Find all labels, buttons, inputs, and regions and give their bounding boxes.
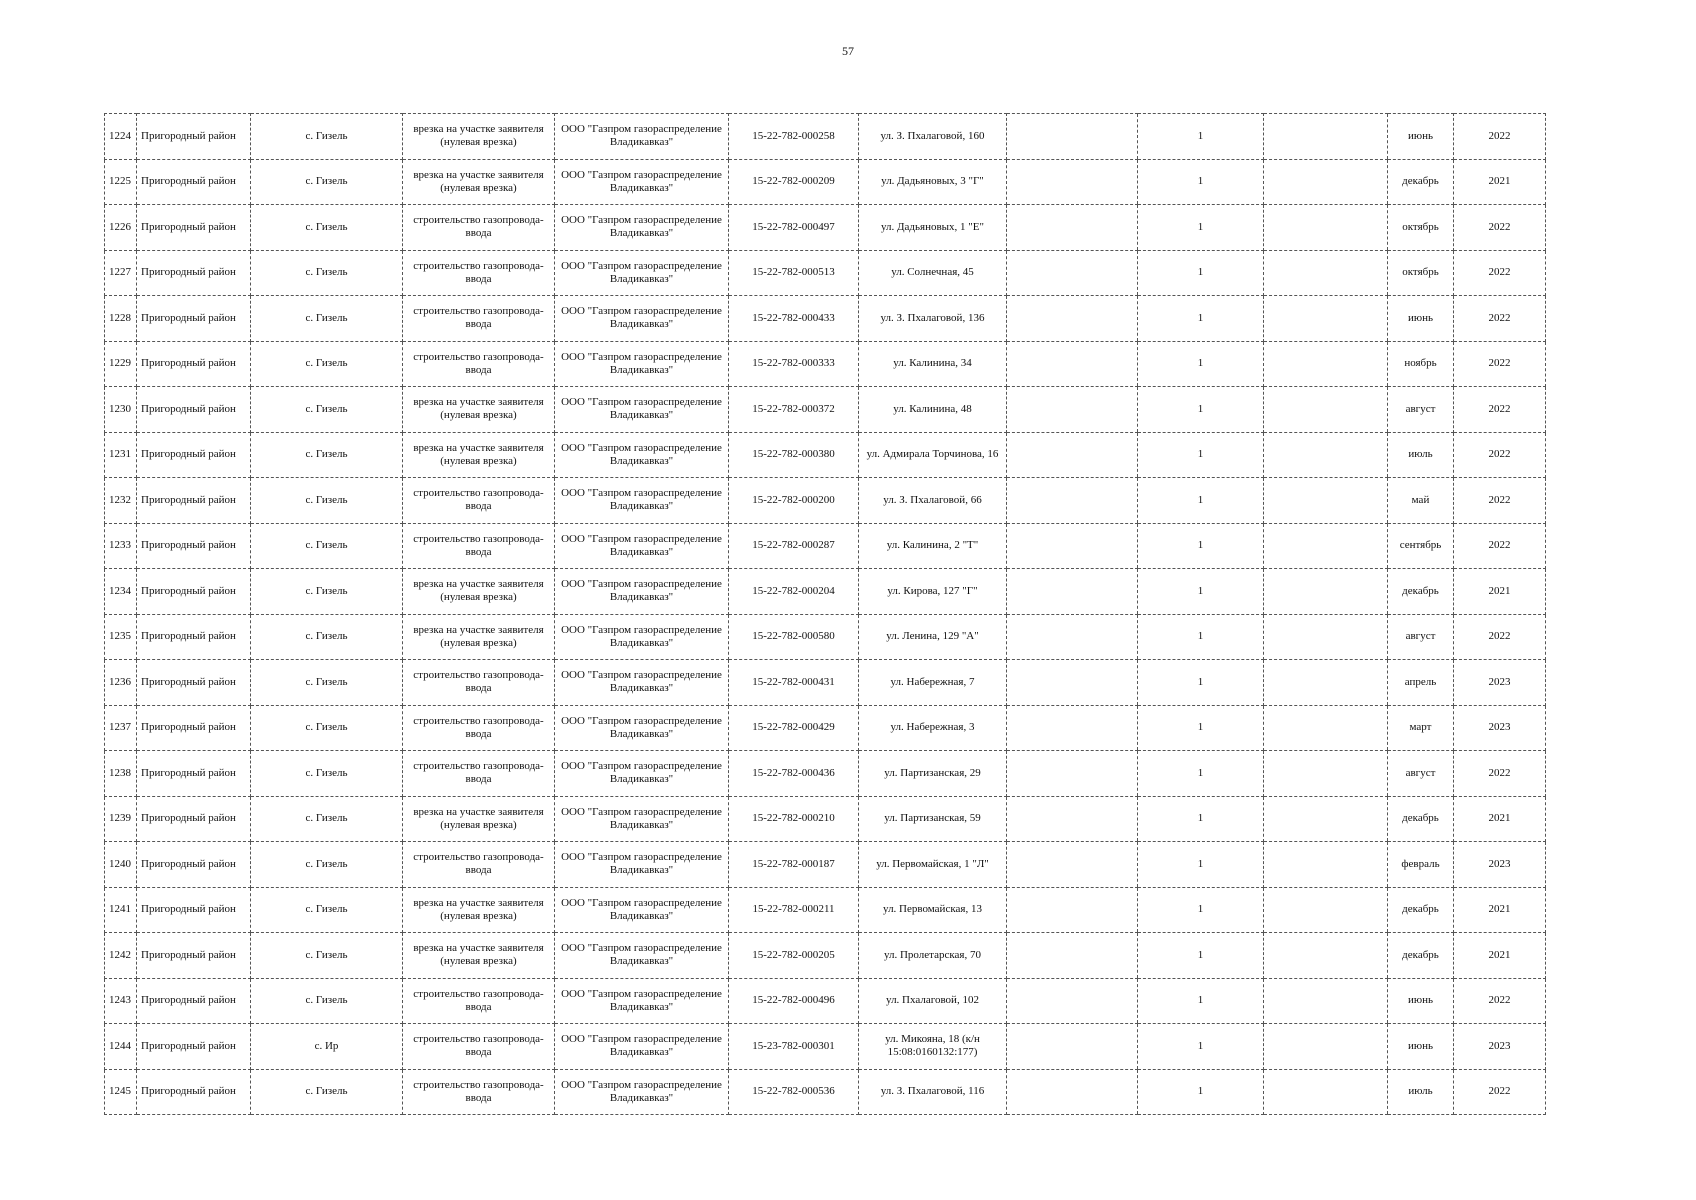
empty-cell <box>1007 660 1138 706</box>
row-number: 1237 <box>105 705 137 751</box>
year-cell: 2022 <box>1454 978 1546 1024</box>
count-cell: 1 <box>1138 796 1264 842</box>
table-row <box>105 250 1546 296</box>
empty-cell <box>1007 387 1138 433</box>
row-number: 1233 <box>105 523 137 569</box>
empty-cell <box>1007 887 1138 933</box>
organization-cell: ООО "Газпром газораспределение Владикавказ" <box>555 432 729 478</box>
work-type-cell: врезка на участке заявителя (нулевая врезка) <box>403 796 555 842</box>
row-number: 1241 <box>105 887 137 933</box>
empty-cell <box>1007 159 1138 205</box>
settlement-cell: с. Гизель <box>251 296 403 342</box>
address-cell: ул. Первомайская, 13 <box>859 887 1007 933</box>
organization-cell: ООО "Газпром газораспределение Владикавказ" <box>555 842 729 888</box>
month-cell: март <box>1388 705 1454 751</box>
organization-cell: ООО "Газпром газораспределение Владикавказ" <box>555 569 729 615</box>
request-number-cell: 15-22-782-000287 <box>729 523 859 569</box>
organization-cell: ООО "Газпром газораспределение Владикавказ" <box>555 796 729 842</box>
address-cell: ул. Кирова, 127 "Г" <box>859 569 1007 615</box>
district-cell: Пригородный район <box>137 296 251 342</box>
row-number: 1226 <box>105 205 137 251</box>
empty-cell <box>1007 569 1138 615</box>
empty-cell <box>1264 387 1388 433</box>
table-row <box>105 387 1546 433</box>
district-cell: Пригородный район <box>137 978 251 1024</box>
settlement-cell: с. Гизель <box>251 751 403 797</box>
request-number-cell: 15-22-782-000497 <box>729 205 859 251</box>
month-cell: октябрь <box>1388 250 1454 296</box>
work-type-cell: строительство газопровода-ввода <box>403 660 555 706</box>
year-cell: 2021 <box>1454 569 1546 615</box>
organization-cell: ООО "Газпром газораспределение Владикавказ" <box>555 523 729 569</box>
month-cell: апрель <box>1388 660 1454 706</box>
row-number: 1224 <box>105 114 137 160</box>
address-cell: ул. З. Пхалаговой, 160 <box>859 114 1007 160</box>
row-number: 1228 <box>105 296 137 342</box>
district-cell: Пригородный район <box>137 796 251 842</box>
year-cell: 2022 <box>1454 751 1546 797</box>
address-cell: ул. Калинина, 2 "Т" <box>859 523 1007 569</box>
empty-cell <box>1264 614 1388 660</box>
settlement-cell: с. Гизель <box>251 205 403 251</box>
district-cell: Пригородный район <box>137 751 251 797</box>
year-cell: 2022 <box>1454 1069 1546 1115</box>
row-number: 1234 <box>105 569 137 615</box>
address-cell: ул. Набережная, 3 <box>859 705 1007 751</box>
empty-cell <box>1264 523 1388 569</box>
table-row <box>105 205 1546 251</box>
settlement-cell: с. Гизель <box>251 796 403 842</box>
count-cell: 1 <box>1138 205 1264 251</box>
count-cell: 1 <box>1138 842 1264 888</box>
address-cell: ул. Пролетарская, 70 <box>859 933 1007 979</box>
year-cell: 2022 <box>1454 205 1546 251</box>
month-cell: декабрь <box>1388 887 1454 933</box>
empty-cell <box>1264 1024 1388 1070</box>
work-type-cell: строительство газопровода-ввода <box>403 205 555 251</box>
empty-cell <box>1264 250 1388 296</box>
settlement-cell: с. Гизель <box>251 887 403 933</box>
district-cell: Пригородный район <box>137 159 251 205</box>
empty-cell <box>1264 978 1388 1024</box>
district-cell: Пригородный район <box>137 205 251 251</box>
month-cell: август <box>1388 387 1454 433</box>
request-number-cell: 15-22-782-000580 <box>729 614 859 660</box>
address-cell: ул. Набережная, 7 <box>859 660 1007 706</box>
request-number-cell: 15-22-782-000380 <box>729 432 859 478</box>
month-cell: июль <box>1388 432 1454 478</box>
organization-cell: ООО "Газпром газораспределение Владикавказ" <box>555 933 729 979</box>
row-number: 1229 <box>105 341 137 387</box>
settlement-cell: с. Гизель <box>251 432 403 478</box>
table-row <box>105 933 1546 979</box>
count-cell: 1 <box>1138 250 1264 296</box>
empty-cell <box>1007 751 1138 797</box>
work-type-cell: врезка на участке заявителя (нулевая врезка) <box>403 159 555 205</box>
table-row <box>105 660 1546 706</box>
empty-cell <box>1007 1069 1138 1115</box>
address-cell: ул. З. Пхалаговой, 66 <box>859 478 1007 524</box>
row-number: 1238 <box>105 751 137 797</box>
request-number-cell: 15-22-782-000258 <box>729 114 859 160</box>
table-row <box>105 159 1546 205</box>
count-cell: 1 <box>1138 614 1264 660</box>
organization-cell: ООО "Газпром газораспределение Владикавказ" <box>555 296 729 342</box>
row-number: 1227 <box>105 250 137 296</box>
organization-cell: ООО "Газпром газораспределение Владикавказ" <box>555 250 729 296</box>
empty-cell <box>1264 887 1388 933</box>
year-cell: 2022 <box>1454 523 1546 569</box>
district-cell: Пригородный район <box>137 341 251 387</box>
table-row <box>105 569 1546 615</box>
empty-cell <box>1007 1024 1138 1070</box>
address-cell: ул. Солнечная, 45 <box>859 250 1007 296</box>
work-type-cell: строительство газопровода-ввода <box>403 478 555 524</box>
address-cell: ул. Первомайская, 1 "Л" <box>859 842 1007 888</box>
request-number-cell: 15-22-782-000436 <box>729 751 859 797</box>
work-type-cell: строительство газопровода-ввода <box>403 751 555 797</box>
row-number: 1230 <box>105 387 137 433</box>
table-row <box>105 614 1546 660</box>
empty-cell <box>1264 114 1388 160</box>
empty-cell <box>1007 250 1138 296</box>
count-cell: 1 <box>1138 523 1264 569</box>
row-number: 1225 <box>105 159 137 205</box>
district-cell: Пригородный район <box>137 387 251 433</box>
settlement-cell: с. Гизель <box>251 523 403 569</box>
district-cell: Пригородный район <box>137 523 251 569</box>
month-cell: август <box>1388 751 1454 797</box>
work-type-cell: строительство газопровода-ввода <box>403 705 555 751</box>
row-number: 1245 <box>105 1069 137 1115</box>
work-type-cell: строительство газопровода-ввода <box>403 1024 555 1070</box>
address-cell: ул. Микояна, 18 (к/н 15:08:0160132:177) <box>859 1024 1007 1070</box>
address-cell: ул. Дадьяновых, 1 "Е" <box>859 205 1007 251</box>
request-number-cell: 15-22-782-000209 <box>729 159 859 205</box>
empty-cell <box>1264 751 1388 797</box>
empty-cell <box>1007 296 1138 342</box>
request-number-cell: 15-22-782-000204 <box>729 569 859 615</box>
request-number-cell: 15-22-782-000513 <box>729 250 859 296</box>
month-cell: июль <box>1388 1069 1454 1115</box>
request-number-cell: 15-22-782-000536 <box>729 1069 859 1115</box>
month-cell: июнь <box>1388 296 1454 342</box>
count-cell: 1 <box>1138 114 1264 160</box>
count-cell: 1 <box>1138 569 1264 615</box>
district-cell: Пригородный район <box>137 933 251 979</box>
year-cell: 2022 <box>1454 114 1546 160</box>
address-cell: ул. Пхалаговой, 102 <box>859 978 1007 1024</box>
organization-cell: ООО "Газпром газораспределение Владикавказ" <box>555 478 729 524</box>
empty-cell <box>1007 978 1138 1024</box>
empty-cell <box>1007 842 1138 888</box>
month-cell: декабрь <box>1388 159 1454 205</box>
settlement-cell: с. Гизель <box>251 842 403 888</box>
empty-cell <box>1007 614 1138 660</box>
work-type-cell: строительство газопровода-ввода <box>403 1069 555 1115</box>
organization-cell: ООО "Газпром газораспределение Владикавказ" <box>555 1024 729 1070</box>
table-row <box>105 1069 1546 1115</box>
settlement-cell: с. Гизель <box>251 250 403 296</box>
request-number-cell: 15-22-782-000333 <box>729 341 859 387</box>
organization-cell: ООО "Газпром газораспределение Владикавказ" <box>555 387 729 433</box>
address-cell: ул. Адмирала Торчинова, 16 <box>859 432 1007 478</box>
empty-cell <box>1264 569 1388 615</box>
month-cell: декабрь <box>1388 569 1454 615</box>
organization-cell: ООО "Газпром газораспределение Владикавказ" <box>555 205 729 251</box>
table-row <box>105 705 1546 751</box>
settlement-cell: с. Гизель <box>251 478 403 524</box>
settlement-cell: с. Гизель <box>251 660 403 706</box>
work-type-cell: строительство газопровода-ввода <box>403 978 555 1024</box>
request-number-cell: 15-22-782-000187 <box>729 842 859 888</box>
empty-cell <box>1007 705 1138 751</box>
count-cell: 1 <box>1138 887 1264 933</box>
count-cell: 1 <box>1138 296 1264 342</box>
year-cell: 2021 <box>1454 159 1546 205</box>
year-cell: 2022 <box>1454 341 1546 387</box>
address-cell: ул. Калинина, 34 <box>859 341 1007 387</box>
settlement-cell: с. Гизель <box>251 705 403 751</box>
month-cell: май <box>1388 478 1454 524</box>
year-cell: 2023 <box>1454 705 1546 751</box>
request-number-cell: 15-23-782-000301 <box>729 1024 859 1070</box>
work-type-cell: строительство газопровода-ввода <box>403 296 555 342</box>
address-cell: ул. З. Пхалаговой, 116 <box>859 1069 1007 1115</box>
row-number: 1236 <box>105 660 137 706</box>
row-number: 1232 <box>105 478 137 524</box>
request-number-cell: 15-22-782-000200 <box>729 478 859 524</box>
address-cell: ул. Дадьяновых, 3 "Г" <box>859 159 1007 205</box>
row-number: 1244 <box>105 1024 137 1070</box>
work-type-cell: строительство газопровода-ввода <box>403 523 555 569</box>
request-number-cell: 15-22-782-000431 <box>729 660 859 706</box>
organization-cell: ООО "Газпром газораспределение Владикавказ" <box>555 1069 729 1115</box>
year-cell: 2023 <box>1454 842 1546 888</box>
empty-cell <box>1264 296 1388 342</box>
month-cell: октябрь <box>1388 205 1454 251</box>
empty-cell <box>1264 432 1388 478</box>
table-row <box>105 978 1546 1024</box>
request-number-cell: 15-22-782-000211 <box>729 887 859 933</box>
year-cell: 2021 <box>1454 796 1546 842</box>
count-cell: 1 <box>1138 159 1264 205</box>
table-body <box>105 114 1546 1115</box>
year-cell: 2022 <box>1454 296 1546 342</box>
request-number-cell: 15-22-782-000429 <box>729 705 859 751</box>
district-cell: Пригородный район <box>137 705 251 751</box>
month-cell: август <box>1388 614 1454 660</box>
settlement-cell: с. Гизель <box>251 387 403 433</box>
year-cell: 2021 <box>1454 887 1546 933</box>
settlement-cell: с. Гизель <box>251 933 403 979</box>
month-cell: июнь <box>1388 1024 1454 1070</box>
count-cell: 1 <box>1138 751 1264 797</box>
request-number-cell: 15-22-782-000496 <box>729 978 859 1024</box>
empty-cell <box>1264 933 1388 979</box>
table-row <box>105 296 1546 342</box>
count-cell: 1 <box>1138 978 1264 1024</box>
year-cell: 2021 <box>1454 933 1546 979</box>
year-cell: 2022 <box>1454 432 1546 478</box>
row-number: 1231 <box>105 432 137 478</box>
settlement-cell: с. Гизель <box>251 569 403 615</box>
organization-cell: ООО "Газпром газораспределение Владикавказ" <box>555 887 729 933</box>
address-cell: ул. З. Пхалаговой, 136 <box>859 296 1007 342</box>
row-number: 1240 <box>105 842 137 888</box>
organization-cell: ООО "Газпром газораспределение Владикавказ" <box>555 660 729 706</box>
address-cell: ул. Партизанская, 59 <box>859 796 1007 842</box>
empty-cell <box>1264 478 1388 524</box>
work-type-cell: врезка на участке заявителя (нулевая врезка) <box>403 614 555 660</box>
request-number-cell: 15-22-782-000372 <box>729 387 859 433</box>
count-cell: 1 <box>1138 705 1264 751</box>
table-row <box>105 796 1546 842</box>
request-number-cell: 15-22-782-000433 <box>729 296 859 342</box>
work-type-cell: строительство газопровода-ввода <box>403 250 555 296</box>
organization-cell: ООО "Газпром газораспределение Владикавказ" <box>555 114 729 160</box>
month-cell: февраль <box>1388 842 1454 888</box>
empty-cell <box>1007 523 1138 569</box>
empty-cell <box>1264 205 1388 251</box>
table-row <box>105 341 1546 387</box>
settlement-cell: с. Гизель <box>251 978 403 1024</box>
empty-cell <box>1007 432 1138 478</box>
settlement-cell: с. Гизель <box>251 114 403 160</box>
work-type-cell: врезка на участке заявителя (нулевая врезка) <box>403 387 555 433</box>
empty-cell <box>1264 159 1388 205</box>
district-cell: Пригородный район <box>137 887 251 933</box>
table-row <box>105 842 1546 888</box>
year-cell: 2022 <box>1454 250 1546 296</box>
year-cell: 2022 <box>1454 614 1546 660</box>
settlement-cell: с. Гизель <box>251 341 403 387</box>
count-cell: 1 <box>1138 933 1264 979</box>
work-type-cell: строительство газопровода-ввода <box>403 842 555 888</box>
table-row <box>105 523 1546 569</box>
organization-cell: ООО "Газпром газораспределение Владикавказ" <box>555 159 729 205</box>
month-cell: ноябрь <box>1388 341 1454 387</box>
empty-cell <box>1264 1069 1388 1115</box>
empty-cell <box>1007 933 1138 979</box>
organization-cell: ООО "Газпром газораспределение Владикавказ" <box>555 614 729 660</box>
request-number-cell: 15-22-782-000205 <box>729 933 859 979</box>
row-number: 1235 <box>105 614 137 660</box>
count-cell: 1 <box>1138 1024 1264 1070</box>
address-cell: ул. Партизанская, 29 <box>859 751 1007 797</box>
month-cell: сентябрь <box>1388 523 1454 569</box>
settlement-cell: с. Ир <box>251 1024 403 1070</box>
district-cell: Пригородный район <box>137 660 251 706</box>
row-number: 1243 <box>105 978 137 1024</box>
address-cell: ул. Калинина, 48 <box>859 387 1007 433</box>
row-number: 1242 <box>105 933 137 979</box>
settlement-cell: с. Гизель <box>251 1069 403 1115</box>
table-row <box>105 1024 1546 1070</box>
count-cell: 1 <box>1138 478 1264 524</box>
empty-cell <box>1007 478 1138 524</box>
empty-cell <box>1007 796 1138 842</box>
count-cell: 1 <box>1138 660 1264 706</box>
empty-cell <box>1264 796 1388 842</box>
work-type-cell: врезка на участке заявителя (нулевая врезка) <box>403 933 555 979</box>
row-number: 1239 <box>105 796 137 842</box>
empty-cell <box>1007 341 1138 387</box>
month-cell: июнь <box>1388 978 1454 1024</box>
work-type-cell: врезка на участке заявителя (нулевая врезка) <box>403 887 555 933</box>
organization-cell: ООО "Газпром газораспределение Владикавказ" <box>555 978 729 1024</box>
empty-cell <box>1007 114 1138 160</box>
empty-cell <box>1264 341 1388 387</box>
work-type-cell: врезка на участке заявителя (нулевая врезка) <box>403 569 555 615</box>
month-cell: июнь <box>1388 114 1454 160</box>
organization-cell: ООО "Газпром газораспределение Владикавказ" <box>555 341 729 387</box>
count-cell: 1 <box>1138 432 1264 478</box>
district-cell: Пригородный район <box>137 614 251 660</box>
district-cell: Пригородный район <box>137 478 251 524</box>
address-cell: ул. Ленина, 129 "А" <box>859 614 1007 660</box>
table-row <box>105 478 1546 524</box>
empty-cell <box>1264 705 1388 751</box>
month-cell: декабрь <box>1388 796 1454 842</box>
district-cell: Пригородный район <box>137 432 251 478</box>
table-row <box>105 887 1546 933</box>
district-cell: Пригородный район <box>137 1069 251 1115</box>
work-type-cell: строительство газопровода-ввода <box>403 341 555 387</box>
district-cell: Пригородный район <box>137 569 251 615</box>
year-cell: 2022 <box>1454 478 1546 524</box>
organization-cell: ООО "Газпром газораспределение Владикавказ" <box>555 705 729 751</box>
year-cell: 2022 <box>1454 387 1546 433</box>
count-cell: 1 <box>1138 341 1264 387</box>
month-cell: декабрь <box>1388 933 1454 979</box>
gas-connections-table <box>104 113 1546 1115</box>
empty-cell <box>1264 842 1388 888</box>
year-cell: 2023 <box>1454 660 1546 706</box>
empty-cell <box>1007 205 1138 251</box>
count-cell: 1 <box>1138 1069 1264 1115</box>
settlement-cell: с. Гизель <box>251 614 403 660</box>
district-cell: Пригородный район <box>137 842 251 888</box>
request-number-cell: 15-22-782-000210 <box>729 796 859 842</box>
settlement-cell: с. Гизель <box>251 159 403 205</box>
district-cell: Пригородный район <box>137 114 251 160</box>
empty-cell <box>1264 660 1388 706</box>
work-type-cell: врезка на участке заявителя (нулевая врезка) <box>403 114 555 160</box>
year-cell: 2023 <box>1454 1024 1546 1070</box>
table-row <box>105 114 1546 160</box>
work-type-cell: врезка на участке заявителя (нулевая врезка) <box>403 432 555 478</box>
count-cell: 1 <box>1138 387 1264 433</box>
table-row <box>105 751 1546 797</box>
table-row <box>105 432 1546 478</box>
district-cell: Пригородный район <box>137 1024 251 1070</box>
page-number: 57 <box>842 44 854 58</box>
district-cell: Пригородный район <box>137 250 251 296</box>
organization-cell: ООО "Газпром газораспределение Владикавказ" <box>555 751 729 797</box>
